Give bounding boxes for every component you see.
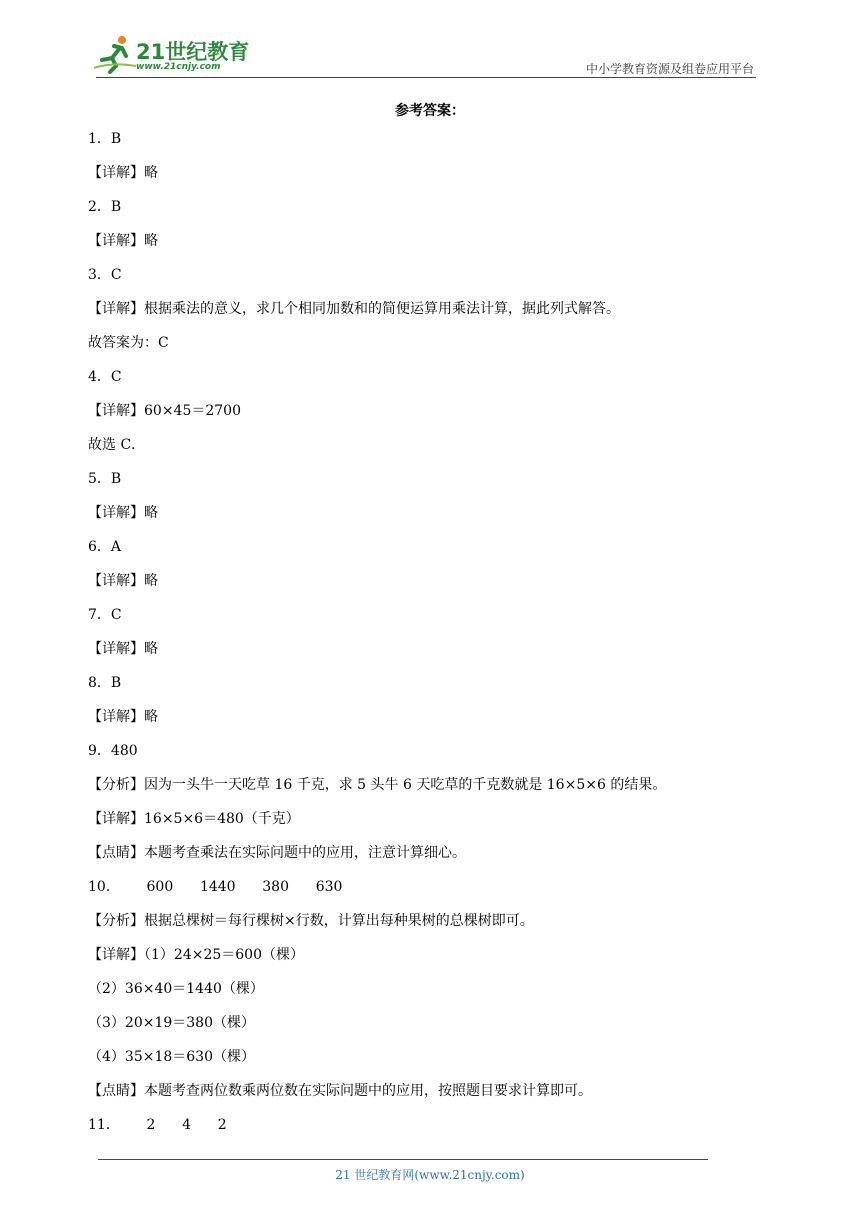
answer-line: 【分析】根据总棵树＝每行棵树×行数，计算出每种果树的总棵树即可。	[88, 913, 534, 929]
answer-line: 【分析】因为一头牛一天吃草 16 千克，求 5 头牛 6 天吃草的千克数就是 16×5×6 的结果。	[88, 777, 667, 793]
answer-line: 8．B	[88, 675, 122, 691]
answer-line: （4）35×18＝630（棵）	[88, 1049, 255, 1065]
answer-line: 【详解】根据乘法的意义，求几个相同加数和的简便运算用乘法计算，据此列式解答。	[88, 301, 620, 317]
answer-line: （2）36×40＝1440（棵）	[88, 981, 264, 997]
answer-line: （3）20×19＝380（棵）	[88, 1015, 255, 1031]
answer-list	[88, 126, 768, 1146]
answer-line: 11． 2 4 2	[88, 1117, 227, 1133]
answer-line: 6．A	[88, 539, 122, 555]
platform-name: 中小学教育资源及组卷应用平台	[585, 62, 754, 76]
site-logo	[92, 34, 262, 78]
answer-line: 4．C	[88, 369, 122, 385]
logo-url: www.21cnjy.com	[136, 62, 221, 72]
answer-line: 故答案为：C	[88, 335, 169, 351]
footer-divider	[98, 1159, 708, 1160]
answer-line: 【点睛】本题考查乘法在实际问题中的应用，注意计算细心。	[88, 845, 466, 861]
answer-line: 【点睛】本题考查两位数乘两位数在实际问题中的应用，按照题目要求计算即可。	[88, 1083, 592, 1099]
page-header	[0, 0, 860, 80]
answer-line: 【详解】略	[88, 165, 158, 181]
answer-line: 9．480	[88, 743, 138, 759]
answer-line: 【详解】16×5×6＝480（千克）	[88, 811, 300, 827]
logo-text: 21世纪教育	[136, 40, 250, 64]
answer-line: 【详解】略	[88, 233, 158, 249]
answer-line: 1．B	[88, 131, 122, 147]
answer-line: 【详解】略	[88, 573, 158, 589]
answer-line: 故选 C．	[88, 437, 146, 453]
answer-line: 2．B	[88, 199, 122, 215]
answer-line: 【详解】60×45＝2700	[88, 403, 241, 419]
page-footer: 21 世纪教育网(www.21cnjy.com)	[335, 1168, 525, 1182]
header-divider	[96, 77, 756, 78]
answer-line: 7．C	[88, 607, 122, 623]
answer-line: 3．C	[88, 267, 122, 283]
answer-line: 【详解】略	[88, 709, 158, 725]
answer-line: 【详解】（1）24×25＝600（棵）	[88, 947, 304, 963]
answer-line: 【详解】略	[88, 505, 158, 521]
answer-line: 10． 600 1440 380 630	[88, 879, 343, 895]
page-title: 参考答案：	[395, 103, 465, 119]
answer-line: 5．B	[88, 471, 122, 487]
runner-logo-icon	[92, 34, 138, 74]
answer-line: 【详解】略	[88, 641, 158, 657]
